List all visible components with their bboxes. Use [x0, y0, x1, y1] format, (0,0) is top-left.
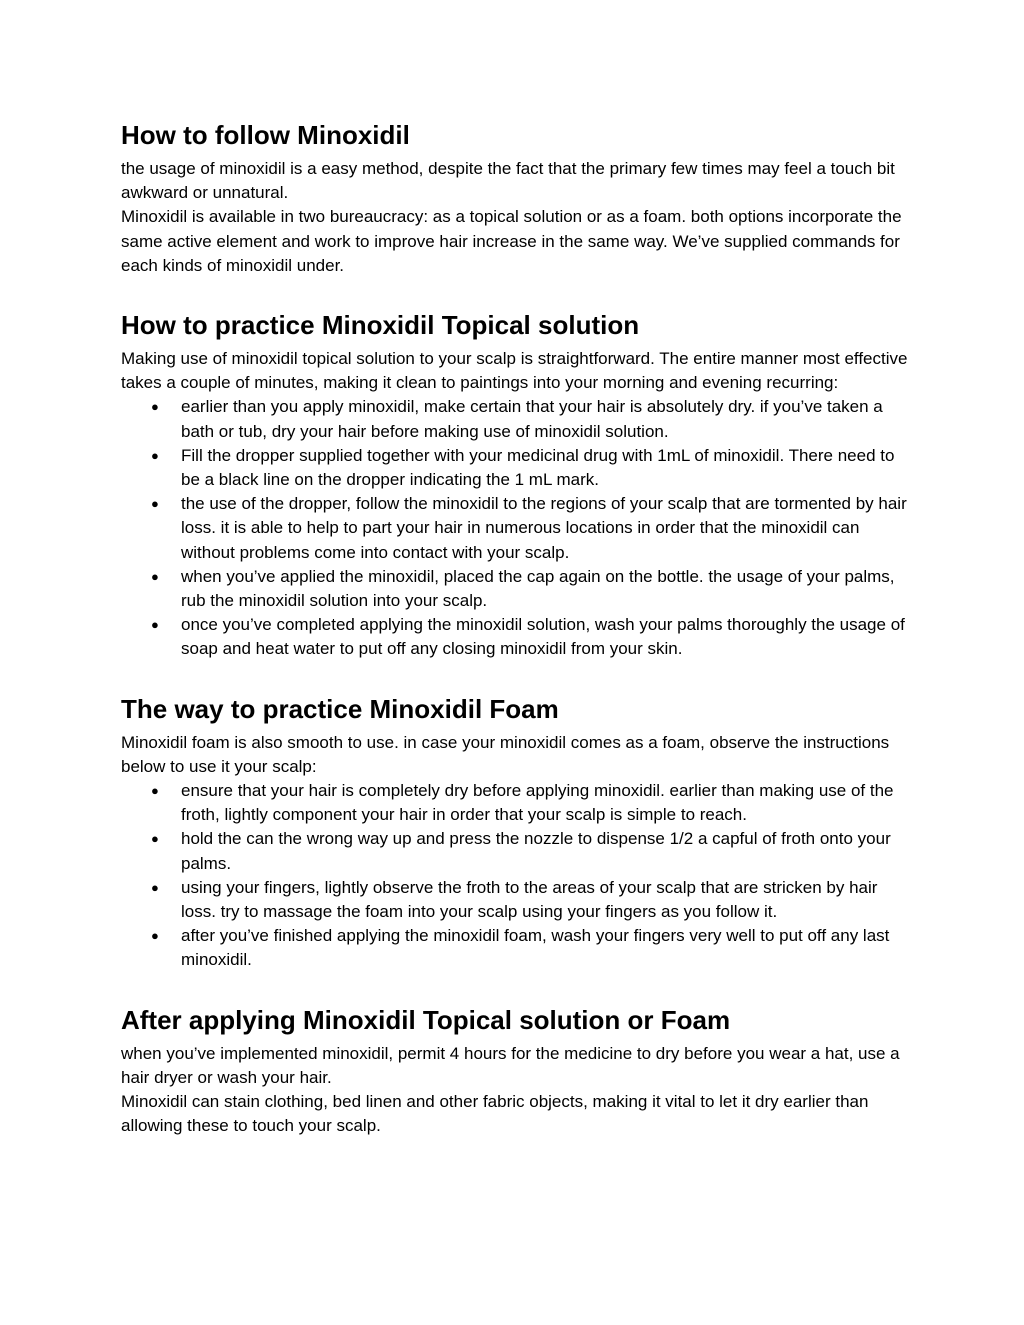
list-item [121, 827, 911, 875]
paragraph: the usage of minoxidil is a easy method, despite the fact that the primary few times may feel a touch bit awkward or unnatural. [121, 159, 895, 203]
document-page [121, 118, 911, 1169]
list-item-text: ensure that your hair is completely dry before applying minoxidil. earlier than making use of the froth, lightly component your hair in order that your scalp is simple to reach. [181, 781, 894, 825]
list-item-text: Fill the dropper supplied together with your medicinal drug with 1mL of minoxidil. There need to be a black line on the dropper indicating the 1 mL mark. [181, 445, 895, 490]
list-item-text: when you’ve applied the minoxidil, placed the cap again on the bottle. the usage of your palms, rub the minoxidil solution into your scalp. [181, 566, 895, 611]
bullet-dot-icon: ● [151, 928, 159, 944]
section-heading: After applying Minoxidil Topical solution or Foam [121, 1004, 731, 1035]
bullet-dot-icon: ● [151, 496, 159, 512]
bullet-dot-icon: ● [151, 447, 159, 463]
section-foam [121, 692, 911, 973]
list-item-text: using your fingers, lightly observe the froth to the areas of your scalp that are stricken by hair loss. try to massage the foam into your scalp using your fingers as you follow it. [181, 877, 878, 922]
paragraph: when you’ve implemented minoxidil, permit 4 hours for the medicine to dry before you wear a hat, use a hair dryer or wash your hair. [121, 1043, 900, 1087]
section-after-applying [121, 1003, 911, 1139]
list-item-text: once you’ve completed applying the minoxidil solution, wash your palms thoroughly the usage of soap and heat water to put off any closing minoxidil from your skin. [181, 615, 905, 659]
section-heading: The way to practice Minoxidil Foam [121, 693, 559, 724]
bullet-list [121, 779, 911, 973]
list-item-text: earlier than you apply minoxidil, make certain that your hair is absolutely dry. if you’ve taken a bath or tub, dry your hair before making use of minoxidil solution. [181, 397, 883, 441]
bullet-dot-icon: ● [151, 399, 159, 415]
bullet-dot-icon: ● [151, 783, 159, 799]
list-item [121, 565, 911, 613]
list-item [121, 444, 911, 492]
list-item-text: hold the can the wrong way up and press the nozzle to dispense 1/2 a capful of froth onto your palms. [181, 829, 891, 873]
bullet-dot-icon: ● [151, 831, 159, 847]
list-item-text: the use of the dropper, follow the minoxidil to the regions of your scalp that are tormented by hair loss. it is able to help to part your hair in numerous locations in order that the minoxidil can without problems come into contact with your scalp. [181, 494, 907, 562]
section-how-to-follow [121, 118, 911, 278]
bullet-list [121, 395, 911, 661]
bullet-dot-icon: ● [151, 568, 159, 584]
intro-paragraph: Making use of minoxidil topical solution to your scalp is straightforward. The entire manner most effective takes a couple of minutes, making it clean to paintings into your morning and evening recurring: [121, 349, 908, 393]
list-item [121, 779, 911, 827]
list-item [121, 924, 911, 972]
paragraph: Minoxidil is available in two bureaucracy: as a topical solution or as a foam. both options incorporate the same active element and work to improve hair increase in the same way. We’ve supplied commands for each kinds of minoxidil under. [121, 207, 902, 275]
list-item [121, 613, 911, 661]
bullet-dot-icon: ● [151, 617, 159, 633]
bullet-dot-icon: ● [151, 879, 159, 895]
list-item-text: after you’ve finished applying the minoxidil foam, wash your fingers very well to put off any last minoxidil. [181, 926, 890, 970]
paragraph: Minoxidil can stain clothing, bed linen and other fabric objects, making it vital to let it dry earlier than allowing these to touch your scalp. [121, 1092, 869, 1136]
section-topical-solution [121, 308, 911, 662]
section-heading: How to follow Minoxidil [121, 120, 410, 150]
section-heading: How to practice Minoxidil Topical solution [121, 310, 640, 341]
list-item [121, 876, 911, 924]
list-item [121, 395, 911, 443]
list-item [121, 492, 911, 565]
intro-paragraph: Minoxidil foam is also smooth to use. in case your minoxidil comes as a foam, observe the instructions below to use it your scalp: [121, 732, 890, 776]
